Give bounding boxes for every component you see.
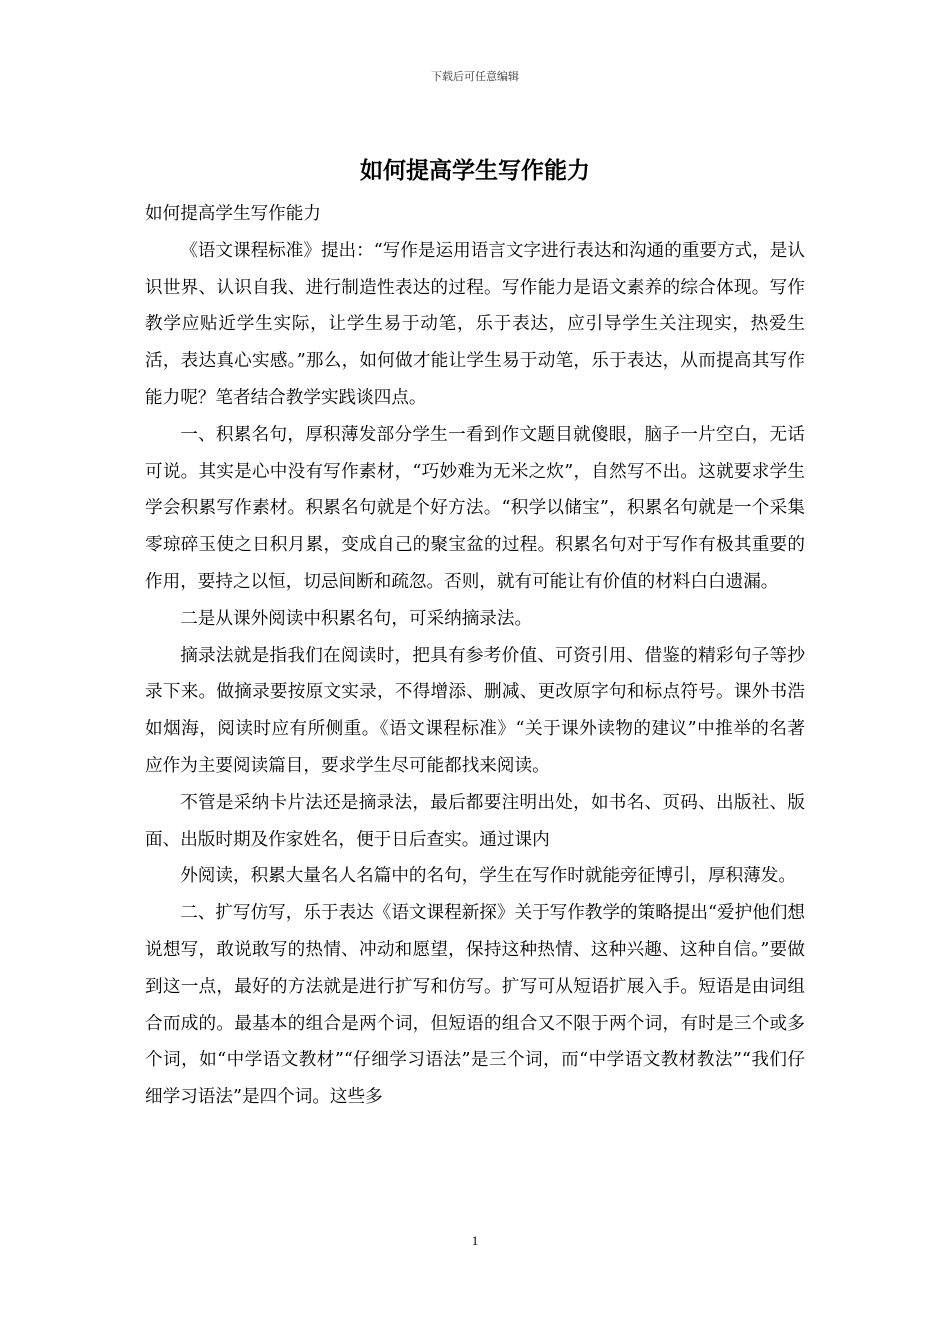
body-paragraph: 如何提高学生写作能力: [145, 204, 321, 224]
body-paragraph: 不管是采纳卡片法还是摘录法，最后都要注明出处，如书名、页码、出版社、版面、出版时期及作家姓名，便于日后查实。通过课内: [145, 792, 805, 850]
body-paragraph: 二是从课外阅读中积累名句，可采纳摘录法。: [180, 608, 533, 629]
page-number: 1: [471, 1233, 479, 1248]
document-title: 如何提高学生写作能力: [360, 157, 590, 184]
body-paragraph: 《语文课程标准》提出：“写作是运用语言文字进行表达和沟通的重要方式，是认识世界、认识自我、进行制造性表达的过程。写作能力是语文素养的综合体现。写作教学应贴近学生实际，让学生易于动笔，乐于表达，应引导学生关注现实，热爱生活，表达真心实感。”那么，如何做才能让学生易于动笔，乐于表达，从而提高其写作能力呢？笔者结合教学实践谈四点。: [145, 240, 805, 408]
document-body: [145, 196, 805, 1116]
body-paragraph: 二、扩写仿写，乐于表达《语文课程新探》关于写作教学的策略提出“爱护他们想说想写，敢说敢写的热情、冲动和愿望，保持这种热情、这种兴趣、这种自信。”要做到这一点，最好的方法就是进行扩写和仿写。扩写可从短语扩展入手。短语是由词组合而成的。最基本的组合是两个词，但短语的组合又不限于两个词，有时是三个或多个词，如“中学语文教材”“仔细学习语法”是三个词，而“中学语文教材教法”“我们仔细学习语法”是四个词。这些多: [145, 903, 805, 1108]
body-paragraph: 一、积累名句，厚积薄发部分学生一看到作文题目就傻眼，脑子一片空白，无话可说。其实是心中没有写作素材，“巧妙难为无米之炊”，自然写不出。这就要求学生学会积累写作素材。积累名句就是个好方法。“积学以储宝”，积累名句就是一个采集零琼碎玉使之日积月累，变成自己的聚宝盆的过程。积累名句对于写作有极其重要的作用，要持之以恒，切忌间断和疏忽。否则，就有可能让有价值的材料白白遗漏。: [145, 424, 805, 592]
body-paragraph: 摘录法就是指我们在阅读时，把具有参考价值、可资引用、借鉴的精彩句子等抄录下来。做摘录要按原文实录，不得增添、删减、更改原字句和标点符号。课外书浩如烟海，阅读时应有所侧重。《语文课程标准》“关于课外读物的建议”中推举的名著应作为主要阅读篇目，要求学生尽可能都找来阅读。: [145, 645, 805, 776]
header-note: 下载后可任意编辑: [431, 70, 519, 83]
body-paragraph: 外阅读，积累大量名人名篇中的名句，学生在写作时就能旁征博引，厚积薄发。: [180, 866, 796, 887]
